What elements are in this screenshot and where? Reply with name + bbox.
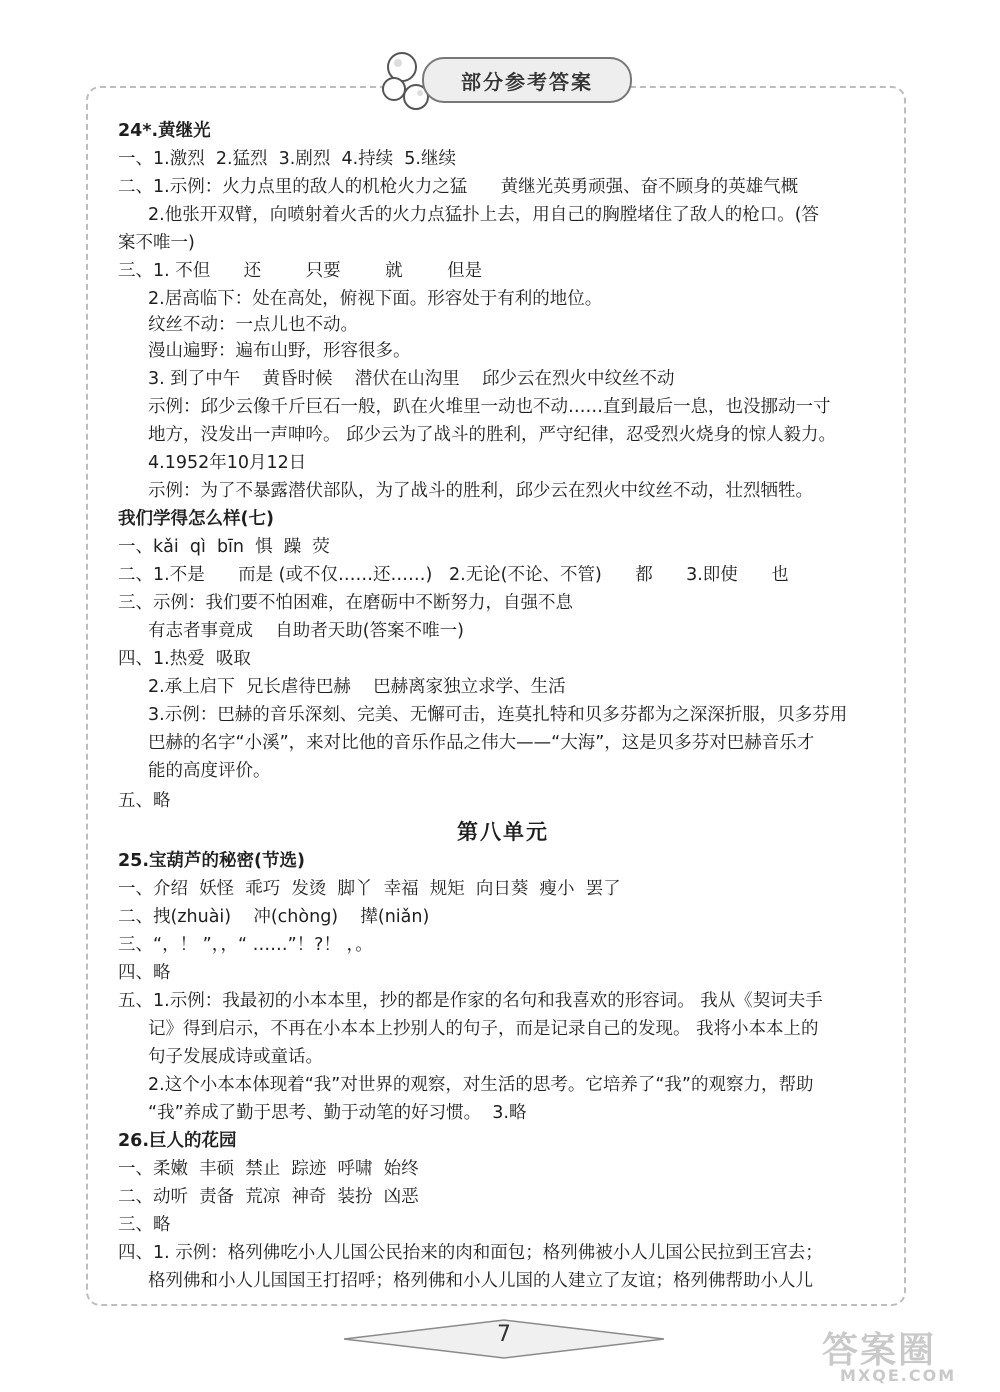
answer-line: 一、kǎi qì bīn 惧 躁 荧 xyxy=(118,537,330,557)
lesson-heading: 我们学得怎么样(七) xyxy=(118,509,274,529)
watermark-url: MXQE.COM xyxy=(840,1366,957,1385)
unit-heading: 第八单元 xyxy=(457,820,549,844)
page-title: 部分参考答案 xyxy=(461,69,593,94)
lesson-heading: 26.巨人的花园 xyxy=(118,1131,237,1151)
answer-line: 四、略 xyxy=(118,963,171,983)
answer-line: 3. 到了中午 黄昏时候 潜伏在山沟里 邱少云在烈火中纹丝不动 xyxy=(148,369,675,389)
answer-line: “我”养成了勤于思考、勤于动笔的好习惯。 3.略 xyxy=(148,1103,527,1123)
answer-title-badge xyxy=(422,57,632,103)
answer-line: 有志者事竟成 自助者天助(答案不唯一) xyxy=(148,621,464,641)
header-banner xyxy=(380,45,640,115)
lesson-heading: 25.宝葫芦的秘密(节选) xyxy=(118,851,305,871)
answer-line: 2.这个小本本体现着“我”对世界的观察，对生活的思考。它培养了“我”的观察力，帮助 xyxy=(148,1075,814,1095)
answer-line: 示例：邱少云像千斤巨石一般，趴在火堆里一动也不动……直到最后一息，也没挪动一寸 xyxy=(148,397,831,417)
answer-line: 五、1.示例：我最初的小本本里，抄的都是作家的名句和我喜欢的形容词。 我从《契诃夫手 xyxy=(118,991,823,1011)
answer-line: 二、1.不是 而是 (或不仅……还……) 2.无论(不论、不管) 都 3.即使 也 xyxy=(118,565,789,585)
answer-line: 二、1.示例：火力点里的敌人的机枪火力之猛 黄继光英勇顽强、奋不顾身的英雄气概 xyxy=(118,177,799,197)
answer-line: 3.示例：巴赫的音乐深刻、完美、无懈可击，连莫扎特和贝多芬都为之深深折服，贝多芬用 xyxy=(148,705,848,725)
lesson-heading: 24*.黄继光 xyxy=(118,121,211,141)
answer-line: 一、柔嫩 丰硕 禁止 踪迹 呼啸 始终 xyxy=(118,1159,419,1179)
answer-line: 地方，没发出一声呻吟。 邱少云为了战斗的胜利，严守纪律，忍受烈火烧身的惊人毅力。 xyxy=(148,425,837,445)
watermark-logo: 答案圈 xyxy=(822,1330,937,1371)
answer-line: 4.1952年10月12日 xyxy=(148,453,307,473)
answer-line: 记》得到启示，不再在小本本上抄别人的句子，而是记录自己的发现。 我将小本本上的 xyxy=(148,1019,819,1039)
answer-line: 2.他张开双臂，向喷射着火舌的火力点猛扑上去，用自己的胸膛堵住了敌人的枪口。(答 xyxy=(148,205,820,225)
answer-line: 二、动听 责备 荒凉 神奇 装扮 凶恶 xyxy=(118,1187,419,1207)
answer-line: 一、1.激烈 2.猛烈 3.剧烈 4.持续 5.继续 xyxy=(118,149,456,169)
answer-line: 四、1. 示例：格列佛吃小人儿国公民抬来的肉和面包；格列佛被小人儿国公民拉到王宫去； xyxy=(118,1243,823,1263)
answer-line: 二、拽(zhuài) 冲(chòng) 撵(niǎn) xyxy=(118,907,430,927)
answer-line: 三、略 xyxy=(118,1215,171,1235)
answer-line: 五、略 xyxy=(118,791,171,811)
answer-line: 示例：为了不暴露潜伏部队，为了战斗的胜利，邱少云在烈火中纹丝不动，壮烈牺牲。 xyxy=(148,481,813,501)
answer-line: 一、介绍 妖怪 乖巧 发烫 脚丫 幸福 规矩 向日葵 瘦小 罢了 xyxy=(118,879,621,899)
answer-line: 2.居高临下：处在高处，俯视下面。形容处于有利的地位。 xyxy=(148,289,603,309)
answer-line: 2.承上启下 兄长虐待巴赫 巴赫离家独立求学、生活 xyxy=(148,677,566,697)
answer-line: 三、1. 不但 还 只要 就 但是 xyxy=(118,261,483,281)
answer-line: 三、示例：我们要不怕困难，在磨砺中不断努力，自强不息 xyxy=(118,593,573,613)
answer-line: 三、“，！ ”，，“ ……”！?！ ，。 xyxy=(118,935,373,955)
answer-line: 巴赫的名字“小溪”，来对比他的音乐作品之伟大——“大海”，这是贝多芬对巴赫音乐才 xyxy=(148,733,815,753)
answer-line: 漫山遍野：遍布山野，形容很多。 xyxy=(148,341,411,361)
watermark xyxy=(818,1322,994,1388)
answer-line: 纹丝不动：一点儿也不动。 xyxy=(148,315,358,335)
answer-line: 句子发展成诗或童话。 xyxy=(148,1047,323,1067)
answer-line: 四、1.热爱 吸取 xyxy=(118,649,251,669)
answer-line: 案不唯一) xyxy=(118,233,195,253)
answer-line: 能的高度评价。 xyxy=(148,761,271,781)
answer-line: 格列佛和小人儿国国王打招呼；格列佛和小人儿国的人建立了友谊；格列佛帮助小人儿 xyxy=(148,1271,813,1291)
page-footer xyxy=(344,1318,664,1360)
page-number: 7 xyxy=(497,1322,511,1347)
